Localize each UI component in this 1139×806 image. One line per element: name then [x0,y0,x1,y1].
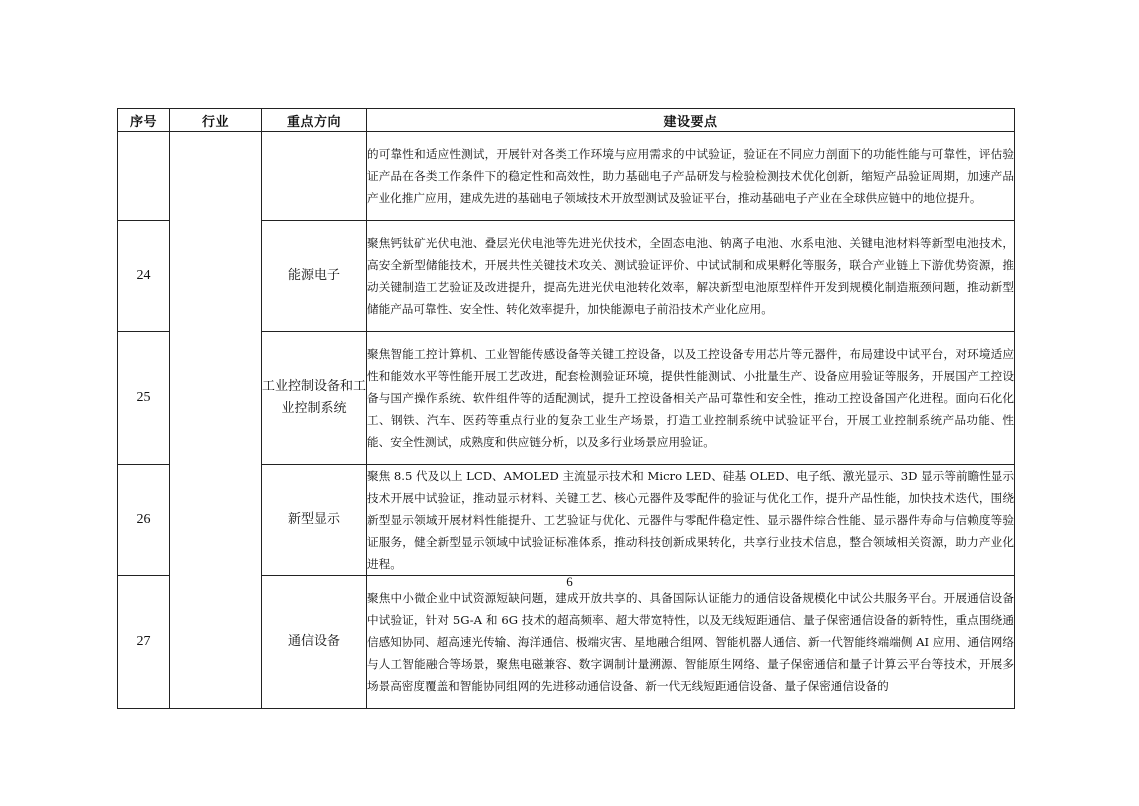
header-points: 建设要点 [367,109,1015,132]
row-direction: 工业控制设备和工业控制系统 [262,332,367,465]
row-points: 聚焦中小微企业中试资源短缺问题，建成开放共享的、具备国际认证能力的通信设备规模化中试公共服务平台。开展通信设备中试验证，针对 5G-A 和 6G 技术的超高频率、超大带宽特性，以及无线短距通信、量子保密通信设备的新特性，重点围绕通信感知协同、超高速光传输、海洋通信、极端灾害、星地融合组网、智能机器人通信、新一代智能终端端侧 AI 应用、通信网络与人工智能融合等场景，聚焦电磁兼容、数字调制计量溯源、智能原生网络、量子保密通信和量子计算云平台等技术，开展多场景高密度覆盖和智能协同组网的先进移动通信设备、新一代无线短距通信设备、量子保密通信设备的 [367,576,1015,709]
row-points: 的可靠性和适应性测试，开展针对各类工作环境与应用需求的中试验证，验证在不同应力剖面下的功能性能与可靠性，评估验证产品在各类工作条件下的稳定性和高效性，助力基础电子产品研发与检验检测技术优化创新，缩短产品验证周期，加速产品产业化推广应用，建成先进的基础电子领域技术开放型测试及验证平台，推动基础电子产业在全球供应链中的地位提升。 [367,132,1015,221]
row-number [118,132,170,221]
row-direction: 新型显示 [262,465,367,576]
construction-points-table [117,108,1015,709]
header-direction: 重点方向 [262,109,367,132]
row-number: 26 [118,465,170,576]
header-seq: 序号 [118,109,170,132]
row-number: 24 [118,221,170,332]
table-header-row [118,109,1015,132]
row-direction: 通信设备 [262,576,367,709]
row-points: 聚焦钙钛矿光伏电池、叠层光伏电池等先进光伏技术，全固态电池、钠离子电池、水系电池、关键电池材料等新型电池技术，高安全新型储能技术，开展共性关键技术攻关、测试验证评价、中试试制和成果孵化等服务，联合产业链上下游优势资源，推动关键制造工艺验证及改进提升，提高先进光伏电池转化效率，解决新型电池原型样件开发到规模化制造瓶颈问题，推动新型储能产品可靠性、安全性、转化效率提升，加快能源电子前沿技术产业化应用。 [367,221,1015,332]
table-row [118,132,1015,221]
industry-cell [170,132,262,709]
page-number: 6 [566,574,573,589]
row-number: 27 [118,576,170,709]
row-direction: 能源电子 [262,221,367,332]
row-points: 聚焦智能工控计算机、工业智能传感设备等关键工控设备，以及工控设备专用芯片等元器件，布局建设中试平台，对环境适应性和能效水平等性能开展工艺改进，配套检测验证环境，提供性能测试、小批量生产、设备应用验证等服务，开展国产工控设备与国产操作系统、软件组件等的适配测试，提升工控设备相关产品可靠性和安全性，推动工控设备国产化进程。面向石化化工、钢铁、汽车、医药等重点行业的复杂工业生产场景，打造工业控制系统中试验证平台，开展工业控制系统产品功能、性能、安全性测试，成熟度和供应链分析，以及多行业场景应用验证。 [367,332,1015,465]
header-industry: 行业 [170,109,262,132]
row-direction [262,132,367,221]
row-points: 聚焦 8.5 代及以上 LCD、AMOLED 主流显示技术和 Micro LED、硅基 OLED、电子纸、激光显示、3D 显示等前瞻性显示技术开展中试验证，推动显示材料、关键工艺、核心元器件及零配件的验证与优化工作，提升产品性能，加快技术迭代，围绕新型显示领域开展材料性能提升、工艺验证与优化、元器件与零配件稳定性、显示器件综合性能、显示器件寿命与信赖度等验证服务，健全新型显示领域中试验证标准体系，推动科技创新成果转化，共享行业技术信息，整合领域相关资源，助力产业化进程。 [367,465,1015,576]
row-number: 25 [118,332,170,465]
